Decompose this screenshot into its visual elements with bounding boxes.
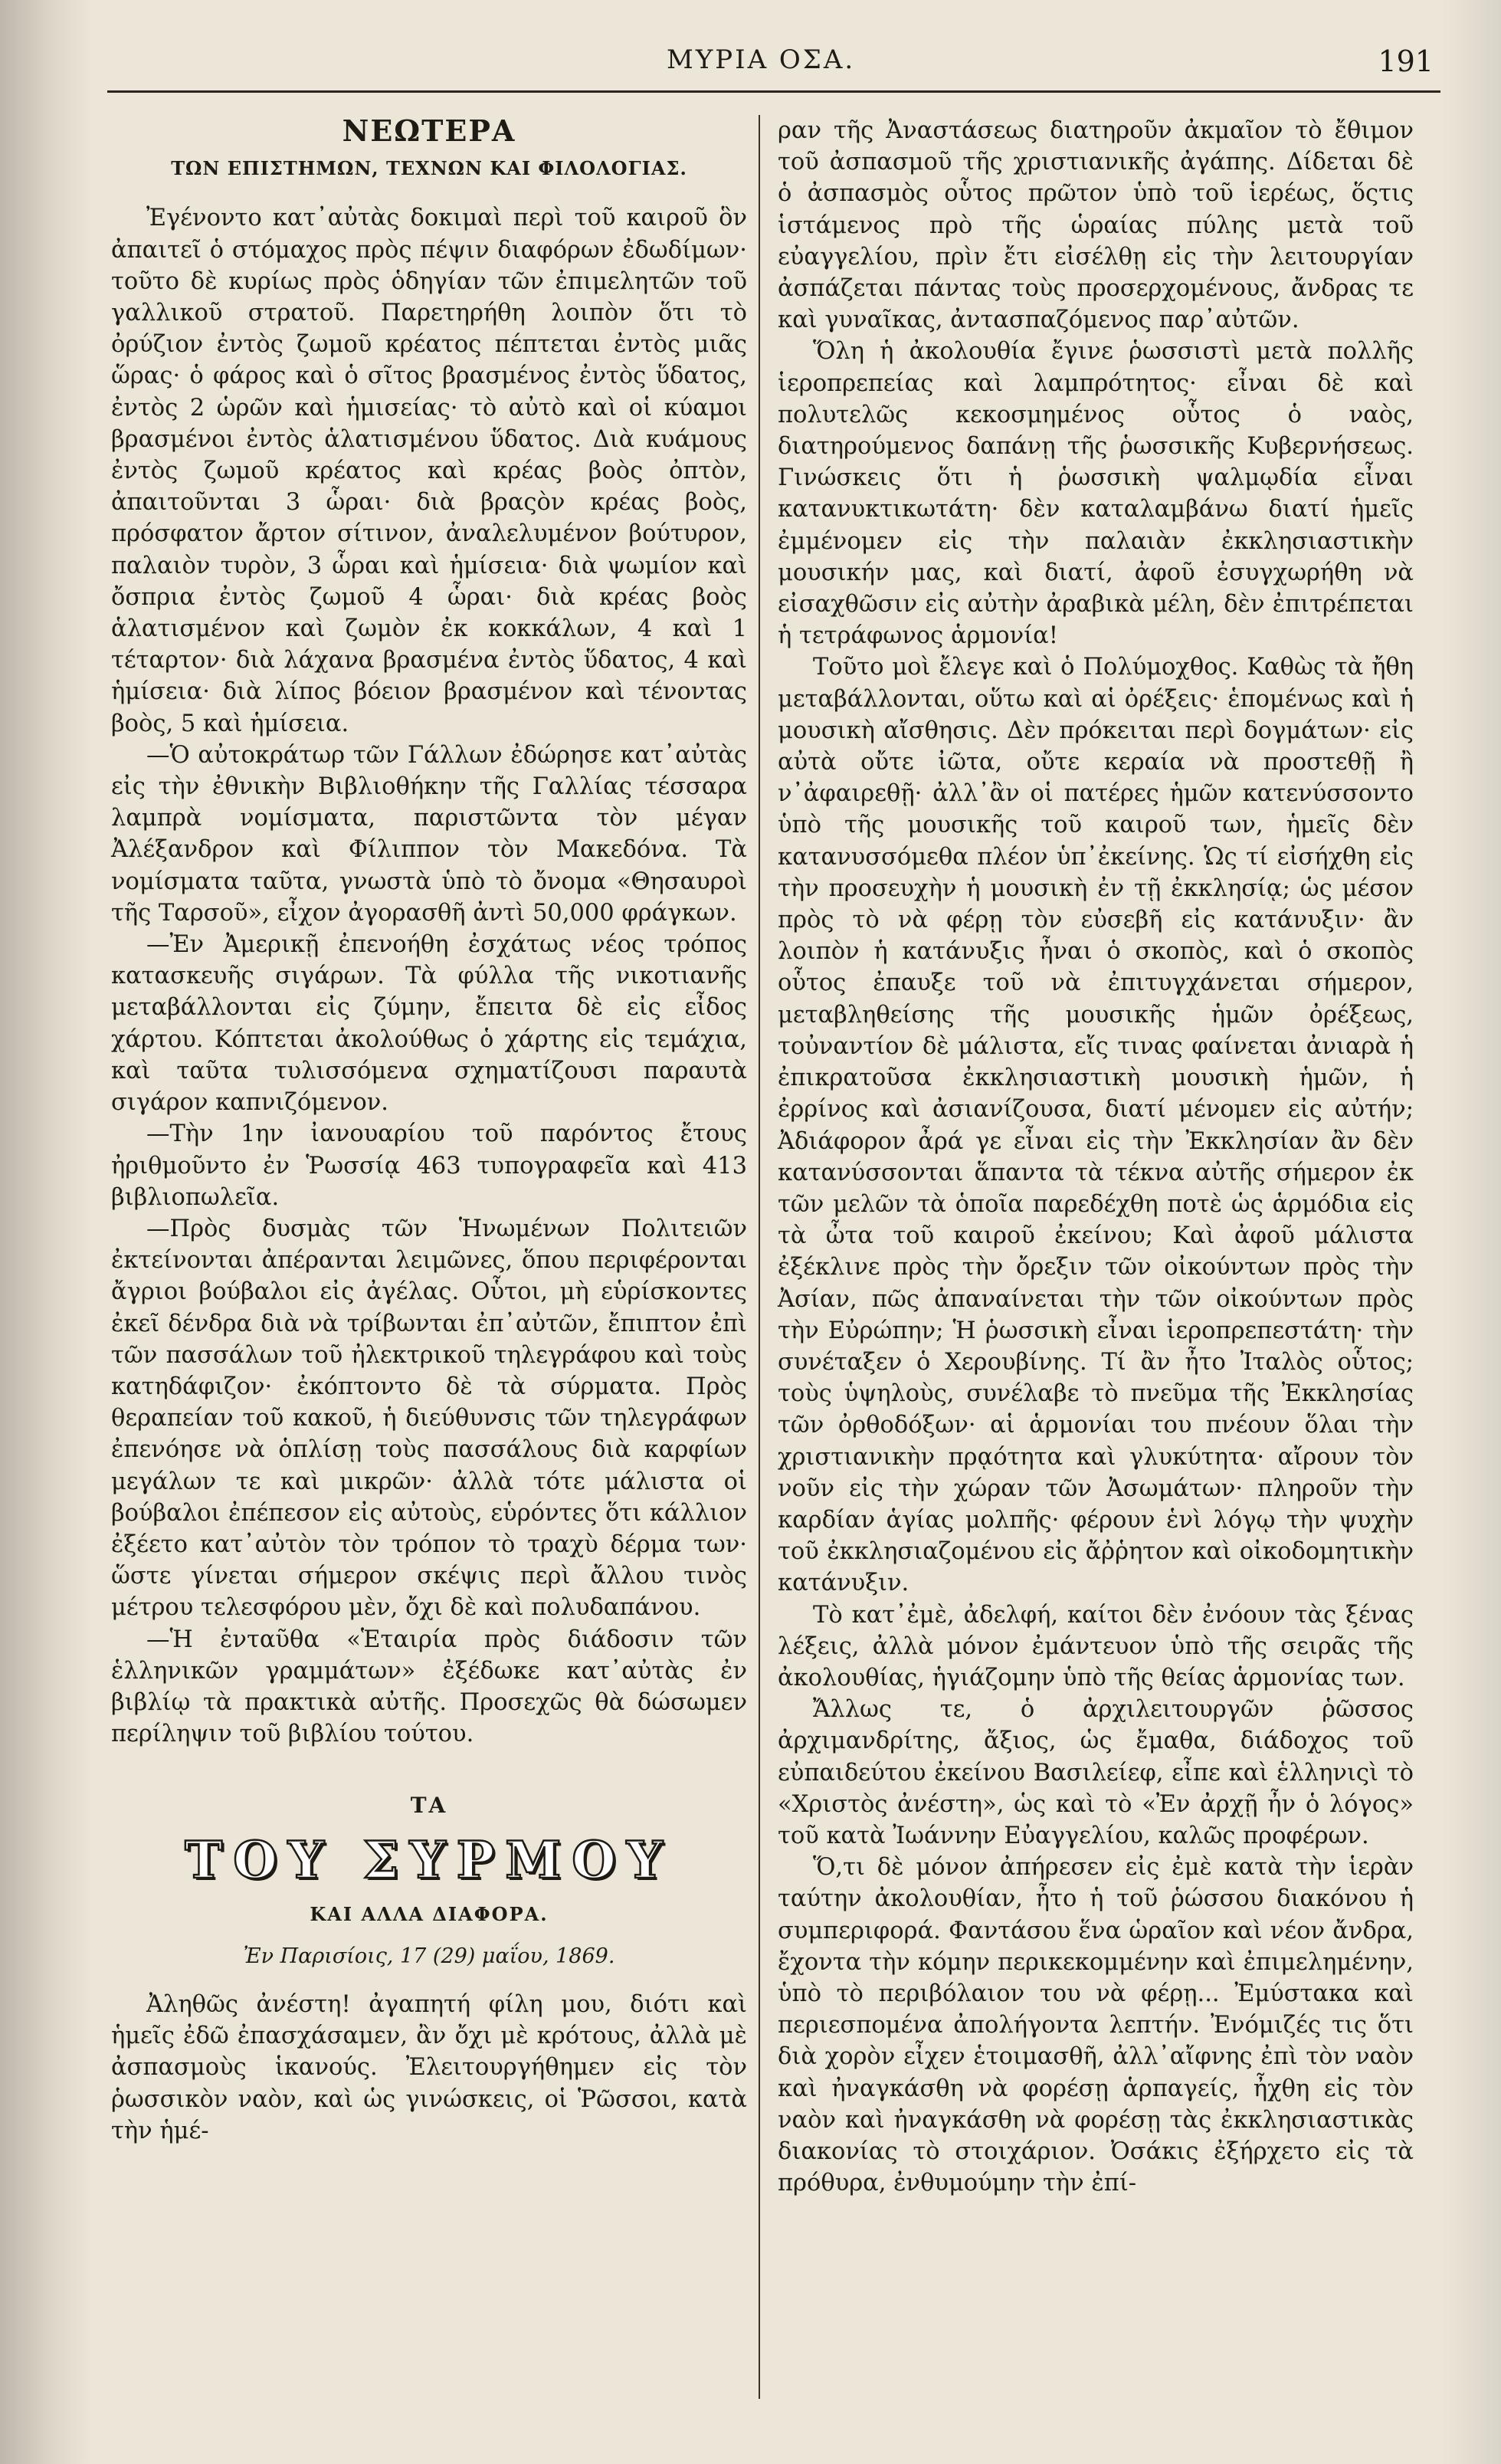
right-column (778, 115, 1414, 2199)
section-title: ΝΕΩΤΕΡΑ (342, 113, 516, 148)
letter-paragraph: Τοῦτο μοὶ ἔλεγε καὶ ὁ Πολύμοχθος. Καθὼς τὰ ἤθη μεταβάλλονται, οὕτω καὶ αἱ ὀρέξεις· ἑπομένως καὶ ἡ μουσικὴ αἴσθησις. Δὲν πρόκειται περὶ δογμάτων· εἰς αὐτὰ οὔτε ἰῶτα, οὔτε κεραία νὰ προστεθῇ ἢ ν᾽ἀφαιρεθῇ· ἀλλ᾽ἂν οἱ πατέρες ἡμῶν κατενύσσοντο ὑπὸ τῆς μουσικῆς τοῦ καιροῦ των, ἡμεῖς δὲν κατανυσσόμεθα πλέον ὑπ᾽ἐκείνης. Ὡς τί εἰσήχθη εἰς τὴν προσευχὴν ἡ μουσικὴ ἐν τῇ ἐκκλησίᾳ; ὡς μέσον πρὸς τὸ νὰ φέρῃ τὸν εὐσεβῆ εἰς κατάνυξιν· ἂν λοιπὸν ἡ κατάνυξις ἦναι ὁ σκοπὸς, καὶ ὁ σκοπὸς οὗτος ἐπαυξε τοῦ νὰ ἐπιτυγχάνεται σήμερον, μεταβληθείσης τῆς μουσικῆς ἡμῶν ὀρέξεως, τοὐναντίον δὲ μάλιστα, εἴς τινας φαίνεται ἀνιαρὰ ἡ ἐπικρατοῦσα ἐκκλησιαστικὴ μουσικὴ ἡμῶν, ἡ ἐρρίνος καὶ ἀσιανίζουσα, διατί μένομεν εἰς αὐτήν; Ἀδιάφορον ἆρά γε εἶναι εἰς τὴν Ἐκκλησίαν ἂν δὲν κατανύσσονται ἅπαντα τὰ τέκνα αὐτῆς σήμερον ἐκ τῶν μελῶν τὰ ὁποῖα παρεδέχθη ποτὲ ὡς ἁρμόδια εἰς τὰ ὦτα τοῦ καιροῦ ἐκείνου; Καὶ ἀφοῦ μάλιστα ἐξέκλινε πρὸς τὴν ὄρεξιν τῶν οἰκούντων πρὸς τὴν Ἀσίαν, πῶς ἀπαναίνεται τὴν τῶν οἰκούντων πρὸς τὴν Εὐρώπην; Ἡ ῥωσσικὴ εἶναι ἱεροπρεπεστάτη· τὴν συνέταξεν ὁ Χερουβίνης. Τί ἂν ἦτο Ἰταλὸς οὗτος; τοὺς ὑψηλοὺς, συνέλαβε τὸ πνεῦμα τῆς Ἐκκλησίας τῶν ὀρθοδόξων· αἱ ἁρμονίαι του πνέουν ὅλαι τὴν χριστιανικὴν πρᾳότητα καὶ γλυκύτητα· αἴρουν τὸν νοῦν εἰς τὴν χώραν τῶν Ἀσωμάτων· πληροῦν τὴν καρδίαν ἁγίας μολπῆς· φέρουν ἑνὶ λόγῳ τὴν ψυχὴν τοῦ ἐκκλησιαζομένου εἰς ἄῤῥητον καὶ οἰκοδομητικὴν κατάνυξιν. (778, 654, 1414, 1597)
news-paragraph: —Ἐν Ἀμερικῇ ἐπενοήθη ἐσχάτως νέος τρόπος κατασκευῆς σιγάρων. Τὰ φύλλα τῆς νικοτιανῆς μεταβάλλονται εἰς ζύμην, ἔπειτα δὲ εἰς εἶδος χάρτου. Κόπτεται ἀκολούθως ὁ χάρτης εἰς τεμάχια, καὶ ταῦτα τυλισσόμενα σχηματίζουσι παραυτὰ σιγάρον καπνιζόμενον. (111, 931, 747, 1117)
news-paragraph: —Τὴν 1ην ἰανουαρίου τοῦ παρόντος ἔτους ἠριθμοῦντο ἐν Ῥωσσίᾳ 463 τυπογραφεῖα καὶ 413 βιβλιοπωλεῖα. (111, 1120, 747, 1211)
dateline: Ἐν Παρισίοις, 17 (29) μαΐου, 1869. (243, 1944, 615, 1968)
letter-paragraph: Ἄλλως τε, ὁ ἀρχιλειτουργῶν ῥῶσσος ἀρχιμανδρίτης, ἄξιος, ὡς ἔμαθα, διάδοχος τοῦ εὐπαιδεύτου ἐκείνου Βασιλείεφ, εἶπε καὶ ἑλληνιςὶ τὸ «Χριστὸς ἀνέστη», ὡς καὶ τὸ «Ἐν ἀρχῇ ἦν ὁ λόγος» τοῦ κατὰ Ἰωάννην Εὐαγγελίου, καλῶς προφέρων. (778, 1696, 1414, 1849)
letter-paragraph: Ἀληθῶς ἀνέστη! ἀγαπητή φίλη μου, διότι καὶ ἡμεῖς ἐδῶ ἐπασχάσαμεν, ἂν ὄχι μὲ κρότους, ἀλλὰ μὲ ἀσπασμοὺς ἱκανούς. Ἐλειτουργήθημεν εἰς τὸν ῥωσσικὸν ναὸν, καὶ ὡς γινώσκεις, οἱ Ῥῶσσοι, κατὰ τὴν ἡμέ- (111, 1990, 747, 2144)
letter-paragraph: Ὅ,τι δὲ μόνον ἀπήρεσεν εἰς ἐμὲ κατὰ τὴν ἱερὰν ταύτην ἀκολουθίαν, ἦτο ἡ τοῦ ῥώσσου διακόνου ἡ συμπεριφορά. Φαντάσου ἕνα ὡραῖον καὶ νέον ἄνδρα, ἔχοντα τὴν κόμην περικεκομμένην καὶ ἐπιμελημένην, ὑπὸ τὸ περιβόλαιον του νὰ φέρῃ... Ἐμύστακα καὶ περιεσπομένα ἀπολήγοντα λεπτήν. Ἐνόμιζές τις ὅτι διὰ χορὸν εἶχεν ἑτοιμασθῆ, ἀλλ᾽αἴφνης ἐπὶ τὸν ναὸν καὶ ἠναγκάσθη νὰ φορέσῃ ἁρπαγείς, ἦχθη εἰς τὸν ναὸν καὶ ἠναγκάσθη νὰ φορέσῃ τὰς ἐκκλησιαστικὰς διακονίας τὸ στοιχάριον. Ὀσάκις ἐξήρχετο εἰς τὰ πρόθυρα, ἐνθυμούμην τὴν ἐπί- (778, 1854, 1414, 2197)
news-paragraph: —Πρὸς δυσμὰς τῶν Ἡνωμένων Πολιτειῶν ἐκτείνονται ἀπέρανται λειμῶνες, ὅπου περιφέρονται ἄγριοι βούβαλοι εἰς ἀγέλας. Οὗτοι, μὴ εὑρίσκοντες ἐκεῖ δένδρα διὰ νὰ τρίβωνται ἐπ᾽αὐτῶν, ἔπιπτον ἐπὶ τῶν πασσάλων τοῦ ἠλεκτρικοῦ τηλεγράφου καὶ τοὺς κατηδάφιζον· ἐκόπτοντο δὲ τὰ σύρματα. Πρὸς θεραπείαν τοῦ κακοῦ, ἡ διεύθυνσις τῶν τηλεγράφων ἐπενόησε νὰ ὁπλίσῃ τοὺς πασσάλους διὰ καρφίων μεγάλων τε καὶ μικρῶν· ἀλλὰ τότε μάλιστα οἱ βούβαλοι ἐπέπεσον εἰς αὐτοὺς, εὑρόντες ὅτι κάλλιον ἐξέετο κατ᾽αὐτὸν τὸν τρόπον τὸ τραχὺ δέρμα των· ὥστε γίνεται σήμερον σκέψις περὶ ἄλλου τινὸς μέτρου τελεσφόρου μὲν, ὄχι δὲ καὶ πολυδαπάνου. (111, 1215, 747, 1622)
news-paragraph: —Ὁ αὐτοκράτωρ τῶν Γάλλων ἐδώρησε κατ᾽αὐτὰς εἰς τὴν ἐθνικὴν Βιβλιοθήκην τῆς Γαλλίας τέσσαρα λαμπρὰ νομίσματα, παριστῶντα τὸν μέγαν Ἀλέξανδρον καὶ Φίλιππον τὸν Μακεδόνα. Τὰ νομίσματα ταῦτα, γνωστὰ ὑπὸ τὸ ὄνομα «Θησαυροὶ τῆς Ταρσοῦ», εἶχον ἀγορασθῆ ἀντὶ 50,000 φράγκων. (111, 741, 747, 927)
letter-paragraph: ραν τῆς Ἀναστάσεως διατηροῦν ἀκμαῖον τὸ ἔθιμον τοῦ ἀσπασμοῦ τῆς χριστιανικῆς ἀγάπης. Δίδεται δὲ ὁ ἀσπασμὸς οὗτος πρῶτον ὑπὸ τοῦ ἱερέως, ὅςτις ἱστάμενος πρὸ τῆς ὡραίας πύλης μετὰ τοῦ εὐαγγελίου, πρὶν ἔτι εἰσέλθῃ εἰς τὴν λειτουργίαν ἀσπάζεται πάντας τοὺς προσερχομένους, ἄνδρας τε καὶ γυναῖκας, ἀντασπαζόμενος παρ᾽αὐτῶν. (778, 117, 1414, 334)
column-divider (759, 115, 760, 2399)
news-paragraph: —Ἡ ἐνταῦθα «Ἑταιρία πρὸς διάδοσιν τῶν ἑλληνικῶν γραμμάτων» ἐξέδωκε κατ᾽αὐτὰς ἐν βιβλίῳ τὰ πρακτικὰ αὐτῆς. Προσεχῶς θὰ δώσωμεν περίληψιν τοῦ βιβλίου τούτου. (111, 1626, 747, 1748)
letter-paragraph: Τὸ κατ᾽ἐμὲ, ἀδελφή, καίτοι δὲν ἐνόουν τὰς ξένας λέξεις, ἀλλὰ μόνον ἐμάντευον ὑπὸ τῆς σειρᾶς τῆς ἀκολουθίας, ἡγιάζομην ὑπὸ τῆς θείας ἁρμονίας των. (778, 1601, 1414, 1691)
running-title: ΜΥΡΙΑ ΟΣΑ. (667, 44, 856, 75)
letter-paragraph: Ὅλη ἡ ἀκολουθία ἔγινε ῥωσσιστὶ μετὰ πολλῆς ἱεροπρεπείας καὶ λαμπρότητος· εἶναι δὲ καὶ πολυτελῶς κεκοσμημένος οὗτος ὁ ναὸς, διατηρούμενος δαπάνῃ τῆς ῥωσσικῆς Κυβερνήσεως. Γινώσκεις ὅτι ἡ ῥωσσικὴ ψαλμῳδία εἶναι κατανυκτικωτάτη· δὲν καταλαμβάνω διατί ἡμεῖς ἐμμένομεν εἰς τὴν παλαιὰν ἐκκλησιαστικὴν μουσικήν μας, καὶ διατί, ἀφοῦ ἐσυγχωρήθη νὰ εἰσαχθῶσιν εἰς αὐτὴν ἀραβικὰ μέλη, δὲν ἐπιτρέπεται ἡ τετράφωνος ἁρμονία! (778, 338, 1414, 650)
section-spacer (111, 1750, 747, 1790)
fashion-title: ΤΟΥ ΣΥΡΜΟΥ (185, 1829, 673, 1890)
fashion-subtitle: ΚΑΙ ΑΛΛΑ ΔΙΑΦΟΡΑ. (310, 1902, 549, 1925)
fashion-heading-ta: ΤΑ (410, 1793, 448, 1819)
header-rule (107, 90, 1440, 93)
section-subtitle: ΤΩΝ ΕΠΙΣΤΗΜΩΝ, ΤΕΧΝΩΝ ΚΑΙ ΦΙΛΟΛΟΓΙΑΣ. (171, 157, 687, 180)
page-number: 191 (1378, 44, 1434, 78)
running-head (115, 44, 1455, 83)
gutter-shadow (0, 0, 92, 2464)
left-column (111, 115, 747, 2147)
news-paragraph: Ἐγένοντο κατ᾽αὐτὰς δοκιμαὶ περὶ τοῦ καιροῦ ὃν ἀπαιτεῖ ὁ στόμαχος πρὸς πέψιν διαφόρων ἐδωδίμων· τοῦτο δὲ κυρίως πρὸς ὁδηγίαν τῶν ἐπιμελητῶν τοῦ γαλλικοῦ στρατοῦ. Παρετηρήθη λοιπὸν ὅτι τὸ ὀρύζιον ἐντὸς ζωμοῦ κρέατος πέπτεται ἐντὸς μιᾶς ὥρας· ὁ φάρος καὶ ὁ σῖτος βρασμένος ἐντὸς ὕδατος, ἐντὸς 2 ὡρῶν καὶ ἡμισείας· τὸ αὐτὸ καὶ οἱ κύαμοι βρασμένοι ἐντὸς ἁλατισμένου ὕδατος. Διὰ κυάμους ἐντὸς ζωμοῦ κρέατος καὶ κρέας βοὸς ὀπτὸν, ἀπαιτοῦνται 3 ὧραι· διὰ βραςὸν κρέας βοὸς, πρόσφατον ἄρτον σίτινον, ἀναλελυμένον βούτυρον, παλαιὸν τυρὸν, 3 ὧραι καὶ ἡμίσεια· διὰ ψωμίον καὶ ὄσπρια ἐντὸς ζωμοῦ 4 ὧραι· διὰ κρέας βοὸς ἁλατισμένον καὶ ζωμὸν ἐκ κοκκάλων, 4 καὶ 1 τέταρτον· διὰ λάχανα βρασμένα ἐντὸς ὕδατος, 4 καὶ ἡμίσεια· διὰ λίπος βόειον βρασμένον καὶ τένοντας βοὸς, 5 καὶ ἡμίσεια. (111, 205, 747, 737)
